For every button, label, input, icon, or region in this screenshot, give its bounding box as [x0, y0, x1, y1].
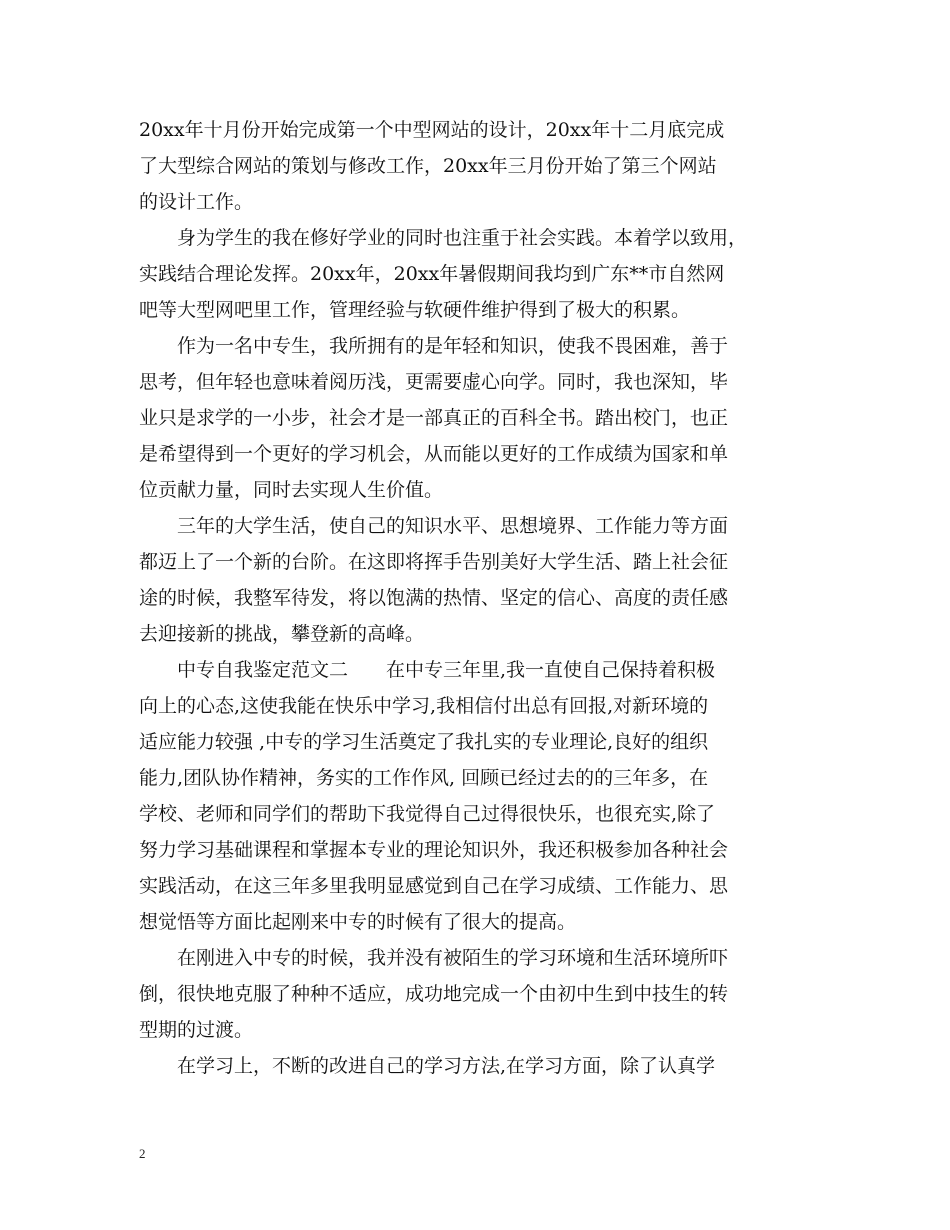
text-line: 位贡献力量，同时去实现人生价值。 [139, 479, 444, 501]
text-line: 作为一名中专生，我所拥有的是年轻和知识，使我不畏困难，善于 [139, 335, 729, 357]
text-line: 的设计工作。 [139, 191, 254, 213]
text-line: 途的时候，我整军待发，将以饱满的热情、坚定的信心、高度的责任感 [139, 587, 729, 609]
text-line: 倒，很快地克服了种种不适应，成功地完成一个由初中生到中技生的转 [139, 983, 729, 1005]
document-body [139, 112, 819, 1084]
text-line: 型期的过渡。 [139, 1019, 254, 1041]
text-line: 在刚进入中专的时候，我并没有被陌生的学习环境和生活环境所吓 [139, 947, 729, 969]
text-line: 在学习上，不断的改进自己的学习方法,在学习方面，除了认真学 [139, 1055, 716, 1077]
text-line: 是希望得到一个更好的学习机会，从而能以更好的工作成绩为国家和单 [139, 443, 729, 465]
text-line: 业只是求学的一小步，社会才是一部真正的百科全书。踏出校门，也正 [139, 407, 729, 429]
text-line: 思考，但年轻也意味着阅历浅，更需要虚心向学。同时，我也深知，毕 [139, 371, 729, 393]
text-line: 学校、老师和同学们的帮助下我觉得自己过得很快乐，也很充实,除了 [139, 803, 716, 825]
text-line: 想觉悟等方面比起刚来中专的时候有了很大的提高。 [139, 911, 577, 933]
text-line: 努力学习基础课程和掌握本专业的理论知识外，我还积极参加各种社会 [139, 839, 729, 861]
text-line: 实践活动，在这三年多里我明显感觉到自己在学习成绩、工作能力、思 [139, 875, 729, 897]
text-line: 都迈上了一个新的台阶。在这即将挥手告别美好大学生活、踏上社会征 [139, 551, 729, 573]
page-number: 2 [139, 1146, 146, 1161]
text-line: 能力,团队协作精神，务实的工作作风, 回顾已经过去的的三年多，在 [139, 767, 709, 789]
text-line: 适应能力较强 ,中专的学习生活奠定了我扎实的专业理论,良好的组织 [139, 731, 709, 753]
text-line: 20xx年十月份开始完成第一个中型网站的设计，20xx年十二月底完成 [139, 119, 725, 141]
text-line: 三年的大学生活，使自己的知识水平、思想境界、工作能力等方面 [139, 515, 729, 537]
text-line: 实践结合理论发挥。20xx年，20xx年暑假期间我均到广东**市自然网 [139, 263, 725, 285]
text-line: 吧等大型网吧里工作，管理经验与软硬件维护得到了极大的积累。 [139, 299, 691, 321]
text-line: 身为学生的我在修好学业的同时也注重于社会实践。本着学以致用， [139, 227, 748, 249]
text-line: 向上的心态,这使我能在快乐中学习,我相信付出总有回报,对新环境的 [139, 695, 709, 717]
text-line: 去迎接新的挑战，攀登新的高峰。 [139, 623, 425, 645]
text-line: 了大型综合网站的策划与修改工作，20xx年三月份开始了第三个网站 [139, 155, 717, 177]
text-line: 中专自我鉴定范文二 在中专三年里,我一直使自己保持着积极 [139, 659, 716, 681]
